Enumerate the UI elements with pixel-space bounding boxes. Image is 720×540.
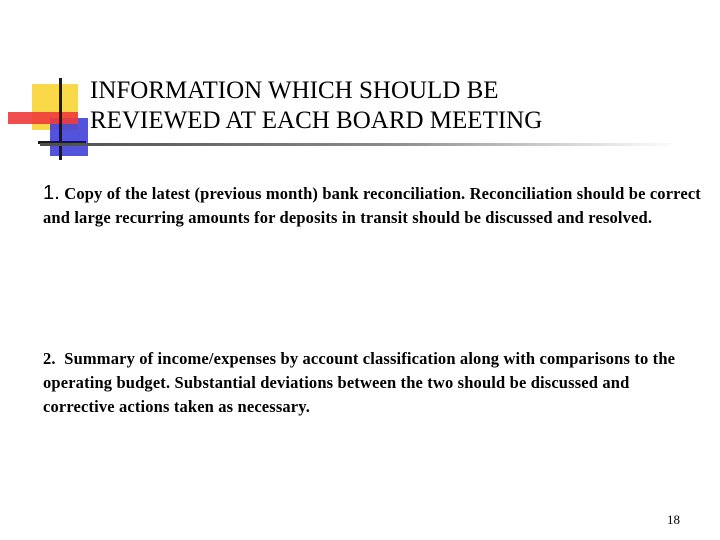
title-underline (40, 143, 680, 146)
item-1-number: 1. (43, 182, 60, 204)
title-line-2: REVIEWED AT EACH BOARD MEETING (90, 107, 543, 134)
item-2-number: 2. (43, 349, 56, 368)
title-line-1: INFORMATION WHICH SHOULD BE (90, 77, 499, 104)
deco-vertical-line (59, 78, 62, 160)
item-2 (43, 347, 703, 419)
page-number: 18 (667, 512, 680, 527)
slide-title (90, 76, 690, 136)
item-2-text: Summary of income/expenses by account classification along with comparisons to the operating budget. Substantial deviations between the two should be discussed and corrective actions taken as necessary. (43, 349, 676, 416)
deco-red-bar (8, 112, 78, 124)
item-1 (43, 181, 703, 230)
item-1-text: Copy of the latest (previous month) bank reconciliation. Reconciliation should be correct and large recurring amounts for deposits in transit should be discussed and resolved. (43, 184, 701, 227)
